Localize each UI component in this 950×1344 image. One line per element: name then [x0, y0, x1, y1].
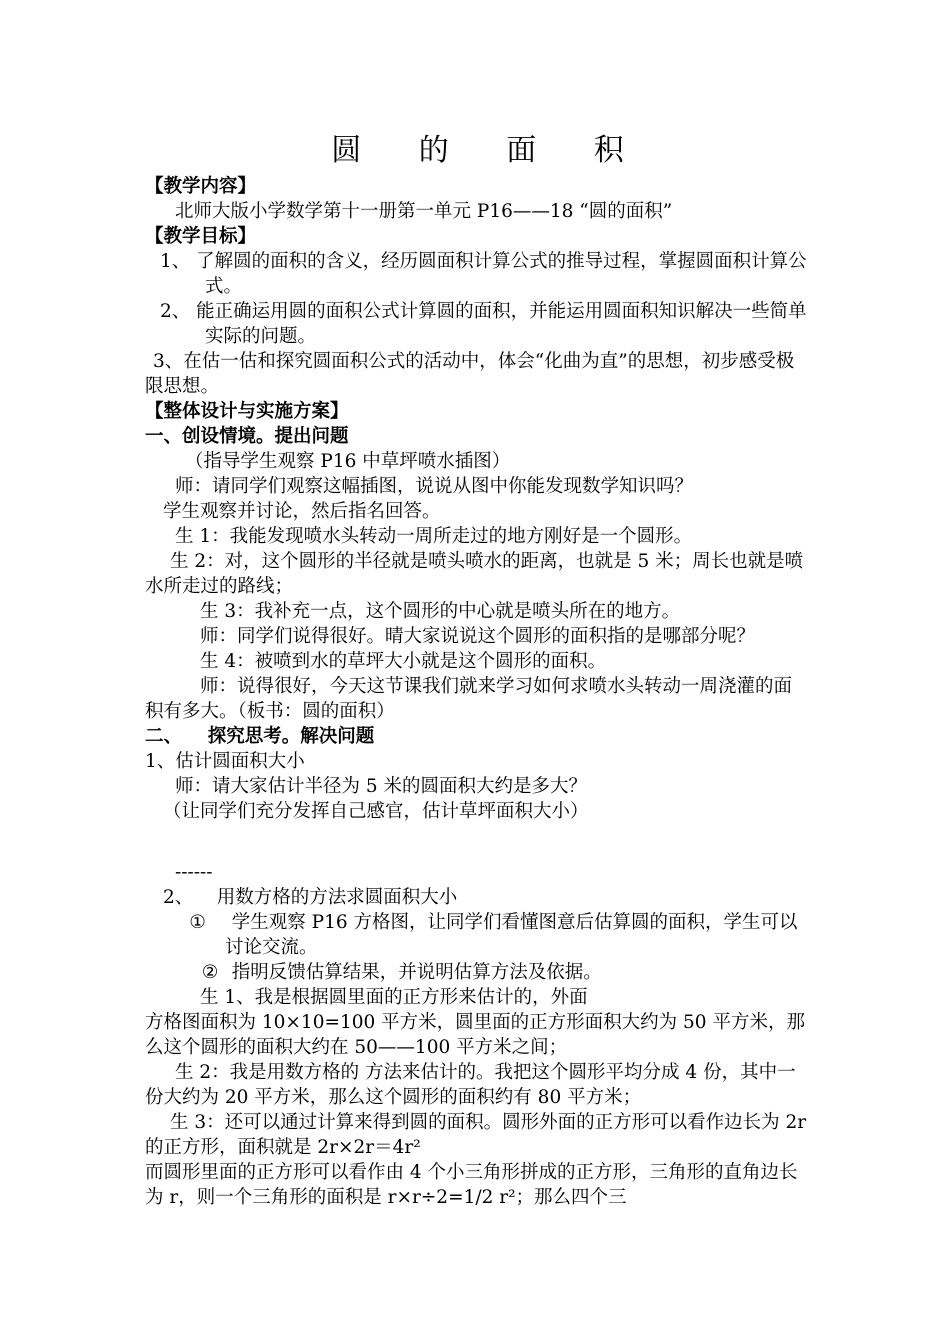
list-item-text: 学生观察 P16 方格图，让同学们看懂图意后估算圆的面积，学生可以讨论交流。 — [225, 912, 798, 958]
list-item — [145, 910, 810, 960]
paragraph: （指导学生观察 P16 中草坪喷水插图） — [185, 451, 511, 472]
paragraph: 师：请大家估计半径为 5 米的圆面积大约是多大？ — [175, 776, 588, 797]
goal-item-2: 2、 能正确运用圆的面积公式计算圆的面积，并能运用圆面积知识解决一些简单实际的问题。 — [160, 301, 807, 347]
goal-item-3: 3、在估一估和探究圆面积公式的活动中，体会“化曲为直”的思想，初步感受极限思想。 — [145, 351, 795, 397]
circled-number-1: ① — [189, 912, 206, 933]
subsection-heading: 2、 用数方格的方法求圆面积大小 — [163, 887, 458, 908]
paragraph: 生 1：我能发现喷水头转动一周所走过的地方刚好是一个圆形。 — [175, 526, 693, 547]
part-one-heading: 一、创设情境。提出问题 — [145, 426, 349, 447]
paragraph: 师：同学们说得很好。晴大家说说这个圆形的面积指的是哪部分呢？ — [200, 626, 756, 647]
paragraph: 生 3：还可以通过计算来得到圆的面积。圆形外面的正方形可以看作边长为 2r 的正方形，面积就是 2r×2r＝4r² — [145, 1112, 813, 1158]
page-title: 圆 的 面 积 — [331, 133, 648, 168]
list-item-text: 指明反馈估算结果，并说明估算方法及依据。 — [231, 962, 602, 983]
section-heading-design: 【整体设计与实施方案】 — [145, 401, 349, 422]
paragraph: 生 3：我补充一点，这个圆形的中心就是喷头所在的地方。 — [200, 601, 681, 622]
section-heading-goals: 【教学目标】 — [145, 226, 257, 247]
paragraph: 生 2：我是用数方格的 方法来估计的。我把这个圆形平均分成 4 份，其中一份大约为 20 平方米，那么这个圆形的面积约有 80 平方米； — [145, 1062, 796, 1108]
paragraph: （让同学们充分发挥自己感官，估计草坪面积大小） — [163, 801, 589, 822]
paragraph: 师：请同学们观察这幅插图，说说从图中你能发现数学知识吗？ — [175, 476, 694, 497]
circled-number-2: ② — [201, 962, 219, 983]
part-two-heading: 二、 探究思考。解决问题 — [145, 726, 375, 747]
paragraph: 生 1、我是根据圆里面的正方形来估计的，外面 — [200, 987, 588, 1008]
content-text: 北师大版小学数学第十一册第一单元 P16——18 “圆的面积” — [175, 201, 673, 222]
paragraph: 而圆形里面的正方形可以看作由 4 个小三角形拼成的正方形，三角形的直角边长为 r，则一个三角形的面积是 r×r÷2=1/2 r²；那么四个三 — [145, 1162, 798, 1208]
paragraph: 生 4：被喷到水的草坪大小就是这个圆形的面积。 — [200, 651, 607, 672]
spacer — [145, 824, 810, 860]
paragraph: 师：说得很好，今天这节课我们就来学习如何求喷水头转动一周浇灌的面积有多大。（板书：圆的面积） — [145, 676, 793, 722]
goal-item-1: 1、 了解圆的面积的含义，经历圆面积计算公式的推导过程，掌握圆面积计算公式。 — [160, 251, 807, 297]
paragraph: 生 2：对，这个圆形的半径就是喷头喷水的距离，也就是 5 米；周长也就是喷水所走过的路线； — [145, 551, 804, 597]
document-page — [145, 128, 813, 1210]
dash-separator: ------ — [175, 862, 213, 883]
paragraph: 学生观察并讨论，然后指名回答。 — [163, 501, 441, 522]
subsection-heading: 1、估计圆面积大小 — [145, 751, 305, 772]
list-item — [145, 960, 810, 985]
section-heading-content: 【教学内容】 — [145, 176, 257, 197]
paragraph: 方格图面积为 10×10=100 平方米，圆里面的正方形面积大约为 50 平方米，那么这个圆形的面积大约在 50——100 平方米之间； — [145, 1012, 805, 1058]
